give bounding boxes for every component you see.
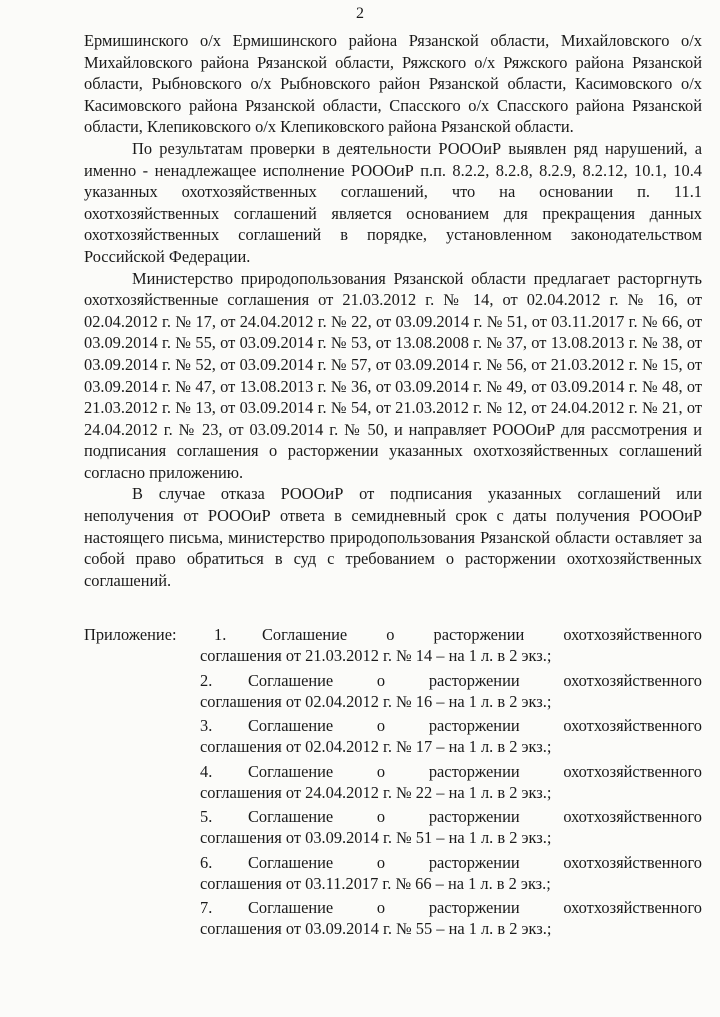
attachments-list <box>200 624 702 943</box>
attachment-title: Соглашение о расторжении охотхозяйственного <box>262 625 702 644</box>
attachment-number: 1. <box>214 625 227 644</box>
attachment-number: 5. <box>200 807 213 826</box>
attachment-detail: соглашения от 02.04.2012 г. № 16 – на 1 л. в 2 экз.; <box>200 691 552 711</box>
paragraph-refusal-consequences: В случае отказа РОООиР от подписания указанных соглашений или неполучения от РОООиР ответа в семидневный срок с даты получения РОООиР настоящего письма, министерство природопользования Рязанской области оставляет за собой право обратиться в суд с требованием о расторжении охотхозяйственных соглашений. <box>84 484 702 590</box>
letter-body <box>84 30 702 591</box>
attachment-title: Соглашение о расторжении охотхозяйственного <box>248 807 702 826</box>
paragraph-continuation: Ермишинского о/х Ермишинского района Рязанской области, Михайловского о/х Михайловского района Рязанской области, Ряжского о/х Ряжского района Рязанской области, Рыбновского о/х Рыбновского район Рязанской области, Касимовского о/х Касимовского района Рязанской области, Спасского о/х Спасского района Рязанской области, Клепиковского о/х Клепиковского района Рязанской области. <box>84 31 702 137</box>
attachment-detail: соглашения от 21.03.2012 г. № 14 – на 1 л. в 2 экз.; <box>200 646 552 665</box>
attachment-detail: соглашения от 03.09.2014 г. № 51 – на 1 л. в 2 экз.; <box>200 828 552 847</box>
attachment-number: 2. <box>200 670 213 690</box>
attachment-number: 6. <box>200 852 213 872</box>
paragraph-inspection-results: По результатам проверки в деятельности РОООиР выявлен ряд нарушений, а именно - ненадлежащее исполнение РОООиР п.п. 8.2.2, 8.2.8, 8.2.9, 8.2.12, 10.1, 10.4 указанных охотхозяйственных соглашений, что на основании п. 11.1 охотхозяйственных соглашений является основанием для прекращения данных охотхозяйственных соглашений в порядке, установленном законодательством Российской Федерации. <box>84 138 702 266</box>
attachment-detail: соглашения от 24.04.2012 г. № 22 – на 1 л. в 2 экз.; <box>200 782 552 802</box>
attachment-title: Соглашение о расторжении охотхозяйственного <box>248 716 702 735</box>
attachment-title: Соглашение о расторжении охотхозяйственного <box>248 852 702 872</box>
attachment-item <box>200 624 702 666</box>
attachment-number: 3. <box>200 716 213 735</box>
attachment-title: Соглашение о расторжении охотхозяйственного <box>248 898 702 917</box>
attachment-item <box>200 806 702 848</box>
attachment-item <box>200 897 702 939</box>
attachment-title: Соглашение о расторжении охотхозяйственного <box>248 761 702 781</box>
attachment-item <box>200 761 702 803</box>
attachment-title: Соглашение о расторжении охотхозяйственного <box>248 670 702 690</box>
page-number: 2 <box>356 5 364 22</box>
attachment-item <box>200 852 702 894</box>
paragraph-termination-proposal: Министерство природопользования Рязанской области предлагает расторгнуть охотхозяйственные соглашения от 21.03.2012 г. № 14, от 02.04.2012 г. № 16, от 02.04.2012 г. № 17, от 24.04.2012 г. № 22, от 03.09.2014 г. № 51, от 03.11.2017 г. № 66, от 03.09.2014 г. № 55, от 03.09.2014 г. № 53, от 13.08.2008 г. № 37, от 13.08.2013 г. № 38, от 03.09.2014 г. № 52, от 03.09.2014 г. № 57, от 03.09.2014 г. № 56, от 21.03.2012 г. № 15, от 03.09.2014 г. № 47, от 13.08.2013 г. № 36, от 03.09.2014 г. № 49, от 03.09.2014 г. № 48, от 21.03.2012 г. № 13, от 03.09.2014 г. № 54, от 21.03.2012 г. № 12, от 24.04.2012 г. № 21, от 24.04.2012 г. № 23, от 03.09.2014 г. № 50, и направляет РОООиР для рассмотрения и подписания соглашения о расторжении указанных охотхозяйственных соглашений согласно приложению. <box>84 268 702 482</box>
attachment-number: 4. <box>200 761 213 781</box>
attachments-label: Приложение: <box>84 625 177 644</box>
attachment-detail: соглашения от 02.04.2012 г. № 17 – на 1 л. в 2 экз.; <box>200 737 552 756</box>
attachment-number: 7. <box>200 898 213 917</box>
attachment-detail: соглашения от 03.09.2014 г. № 55 – на 1 л. в 2 экз.; <box>200 919 552 938</box>
attachment-item <box>200 715 702 757</box>
attachment-detail: соглашения от 03.11.2017 г. № 66 – на 1 л. в 2 экз.; <box>200 873 551 893</box>
attachment-item <box>200 670 702 712</box>
